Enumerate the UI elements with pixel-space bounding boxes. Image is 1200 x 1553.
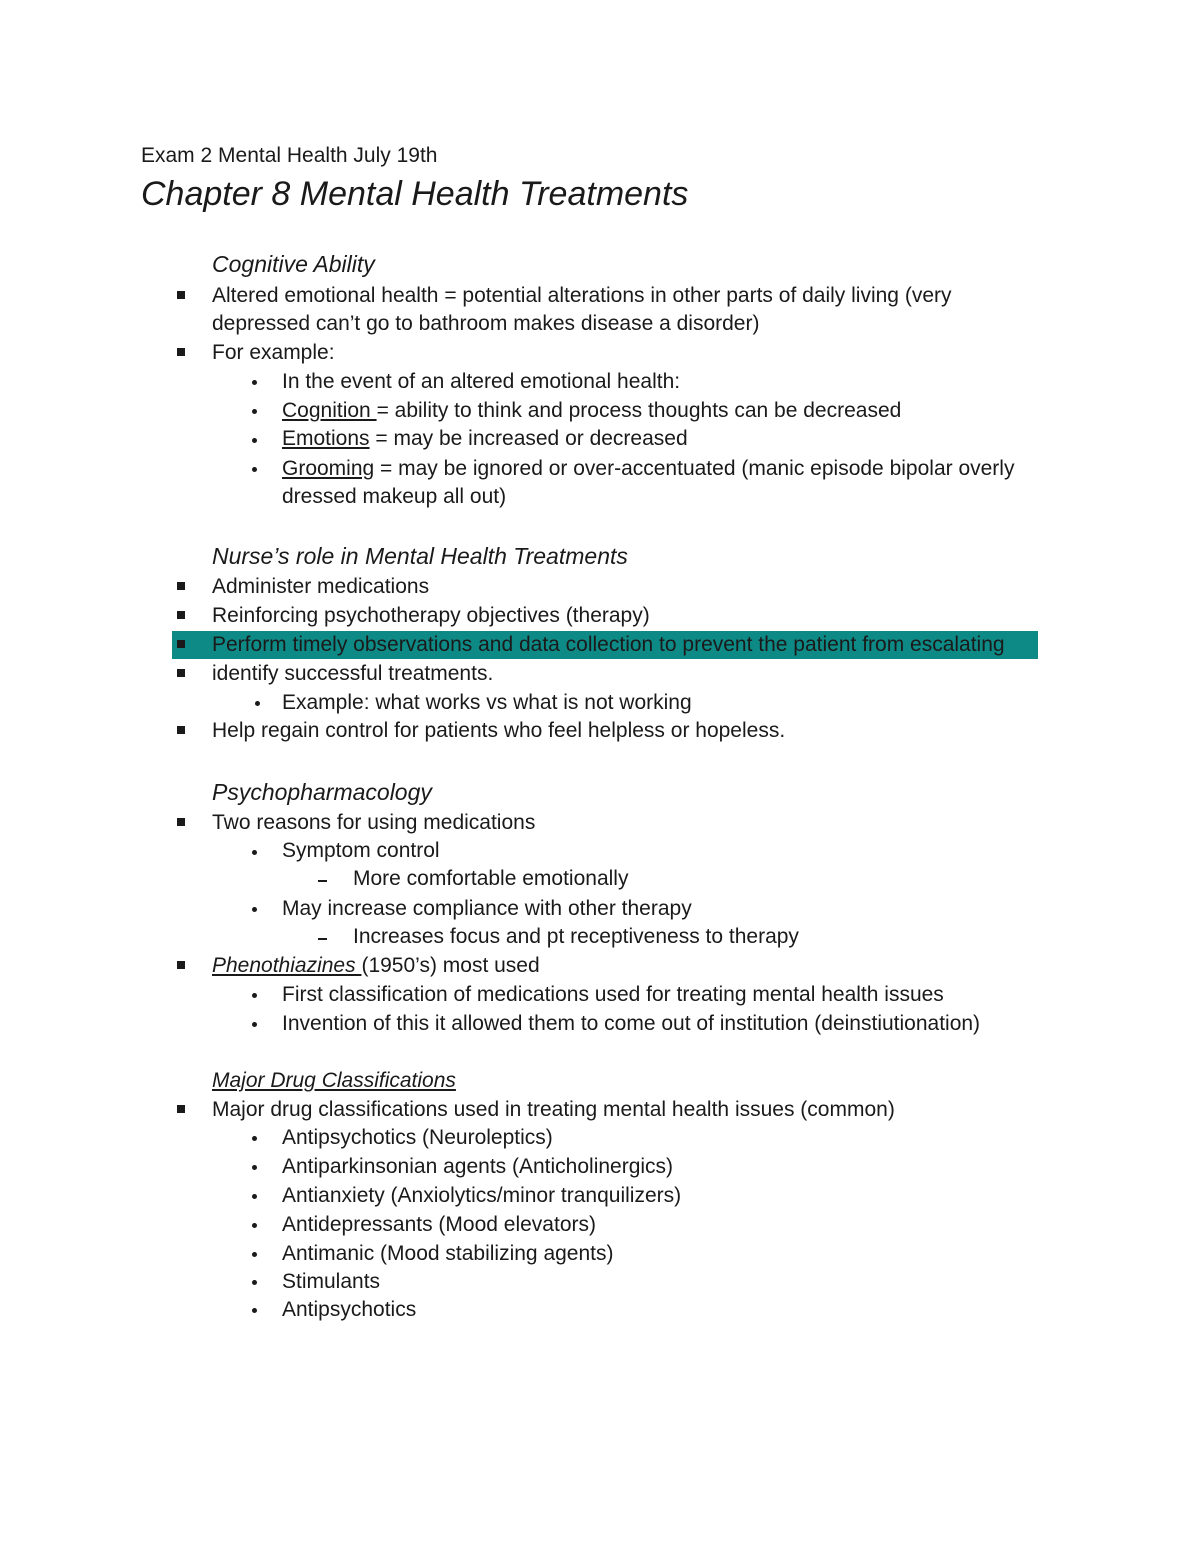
- round-bullet-icon: [252, 438, 257, 443]
- round-bullet-icon: [252, 1165, 257, 1170]
- list-item-continuation: depressed can’t go to bathroom makes disease a disorder): [212, 312, 760, 335]
- drug-class-item: Antipsychotics (Neuroleptics): [282, 1126, 553, 1149]
- round-bullet-icon: [252, 850, 257, 855]
- drug-class-item: Antipsychotics: [282, 1298, 417, 1321]
- round-bullet-icon: [252, 1136, 257, 1141]
- section-heading-major-drugs: Major Drug Classifications: [212, 1069, 456, 1092]
- sub-list-item: [282, 455, 1014, 483]
- drug-class-item: Antidepressants (Mood elevators): [282, 1213, 596, 1236]
- list-item: Major drug classifications used in treating mental health issues (common): [212, 1098, 895, 1121]
- square-bullet-icon: [177, 669, 185, 677]
- round-bullet-icon: [252, 1022, 257, 1027]
- round-bullet-icon: [252, 1308, 257, 1313]
- term-grooming: Grooming: [282, 457, 375, 480]
- round-bullet-icon: [252, 907, 257, 912]
- list-item: identify successful treatments.: [212, 662, 494, 685]
- square-bullet-icon: [177, 582, 185, 590]
- sub-list-item: May increase compliance with other therapy: [282, 897, 692, 920]
- drug-class-item: Antianxiety (Anxiolytics/minor tranquilizers): [282, 1184, 682, 1207]
- sub-list-item: First classification of medications used for treating mental health issues: [282, 983, 944, 1006]
- term-phenothiazines: Phenothiazines: [212, 954, 362, 977]
- list-item: For example:: [212, 341, 335, 364]
- sub-list-item: Example: what works vs what is not working: [282, 691, 692, 714]
- square-bullet-icon: [177, 818, 185, 826]
- sub-sub-list-item: Increases focus and pt receptiveness to therapy: [353, 925, 799, 948]
- round-bullet-icon: [252, 467, 257, 472]
- sub-sub-list-item: More comfortable emotionally: [353, 867, 629, 890]
- square-bullet-icon: [177, 348, 185, 356]
- list-item: Altered emotional health = potential alterations in other parts of daily living (very: [212, 284, 952, 307]
- square-bullet-icon: [177, 961, 185, 969]
- sub-list-item: [282, 397, 901, 425]
- round-bullet-icon: [252, 380, 257, 385]
- list-item: Help regain control for patients who feel helpless or hopeless.: [212, 719, 786, 742]
- round-bullet-icon: [252, 1194, 257, 1199]
- list-item: Administer medications: [212, 575, 430, 598]
- dash-bullet-icon: [318, 880, 327, 882]
- term-definition: = may be increased or decreased: [369, 427, 688, 450]
- chapter-title: Chapter 8 Mental Health Treatments: [141, 175, 689, 213]
- square-bullet-icon: [177, 726, 185, 734]
- square-bullet-icon: [177, 640, 185, 648]
- round-bullet-icon: [252, 409, 257, 414]
- term-description: (1950’s) most used: [361, 954, 540, 977]
- drug-class-item: Antiparkinsonian agents (Anticholinergics): [282, 1155, 674, 1178]
- square-bullet-icon: [177, 1105, 185, 1113]
- round-bullet-icon: [252, 1252, 257, 1257]
- list-item: [212, 952, 540, 980]
- round-bullet-icon: [255, 701, 260, 706]
- drug-class-item: Antimanic (Mood stabilizing agents): [282, 1242, 614, 1265]
- exam-title: Exam 2 Mental Health July 19th: [141, 144, 438, 167]
- list-item-highlighted: Perform timely observations and data collection to prevent the patient from escalating: [212, 633, 1005, 656]
- term-cognition: Cognition: [282, 399, 377, 422]
- round-bullet-icon: [252, 993, 257, 998]
- term-definition: = ability to think and process thoughts can be decreased: [376, 399, 902, 422]
- section-heading-psychopharmacology: Psychopharmacology: [212, 779, 432, 805]
- square-bullet-icon: [177, 291, 185, 299]
- round-bullet-icon: [252, 1280, 257, 1285]
- round-bullet-icon: [252, 1223, 257, 1228]
- section-heading-cognitive: Cognitive Ability: [212, 251, 375, 277]
- list-item: Two reasons for using medications: [212, 811, 536, 834]
- section-heading-nurse-role: Nurse’s role in Mental Health Treatments: [212, 543, 628, 569]
- sub-list-item-continuation: dressed makeup all out): [282, 485, 507, 508]
- square-bullet-icon: [177, 611, 185, 619]
- drug-class-item: Stimulants: [282, 1270, 381, 1293]
- sub-list-item: Symptom control: [282, 839, 440, 862]
- sub-list-item: In the event of an altered emotional health:: [282, 370, 681, 393]
- list-item: Reinforcing psychotherapy objectives (therapy): [212, 604, 650, 627]
- sub-list-item: [282, 425, 688, 453]
- sub-list-item: Invention of this it allowed them to come out of institution (deinstiutionation): [282, 1012, 981, 1035]
- term-definition: = may be ignored or over-accentuated (manic episode bipolar overly: [374, 457, 1015, 480]
- term-emotions: Emotions: [282, 427, 370, 450]
- dash-bullet-icon: [318, 938, 327, 940]
